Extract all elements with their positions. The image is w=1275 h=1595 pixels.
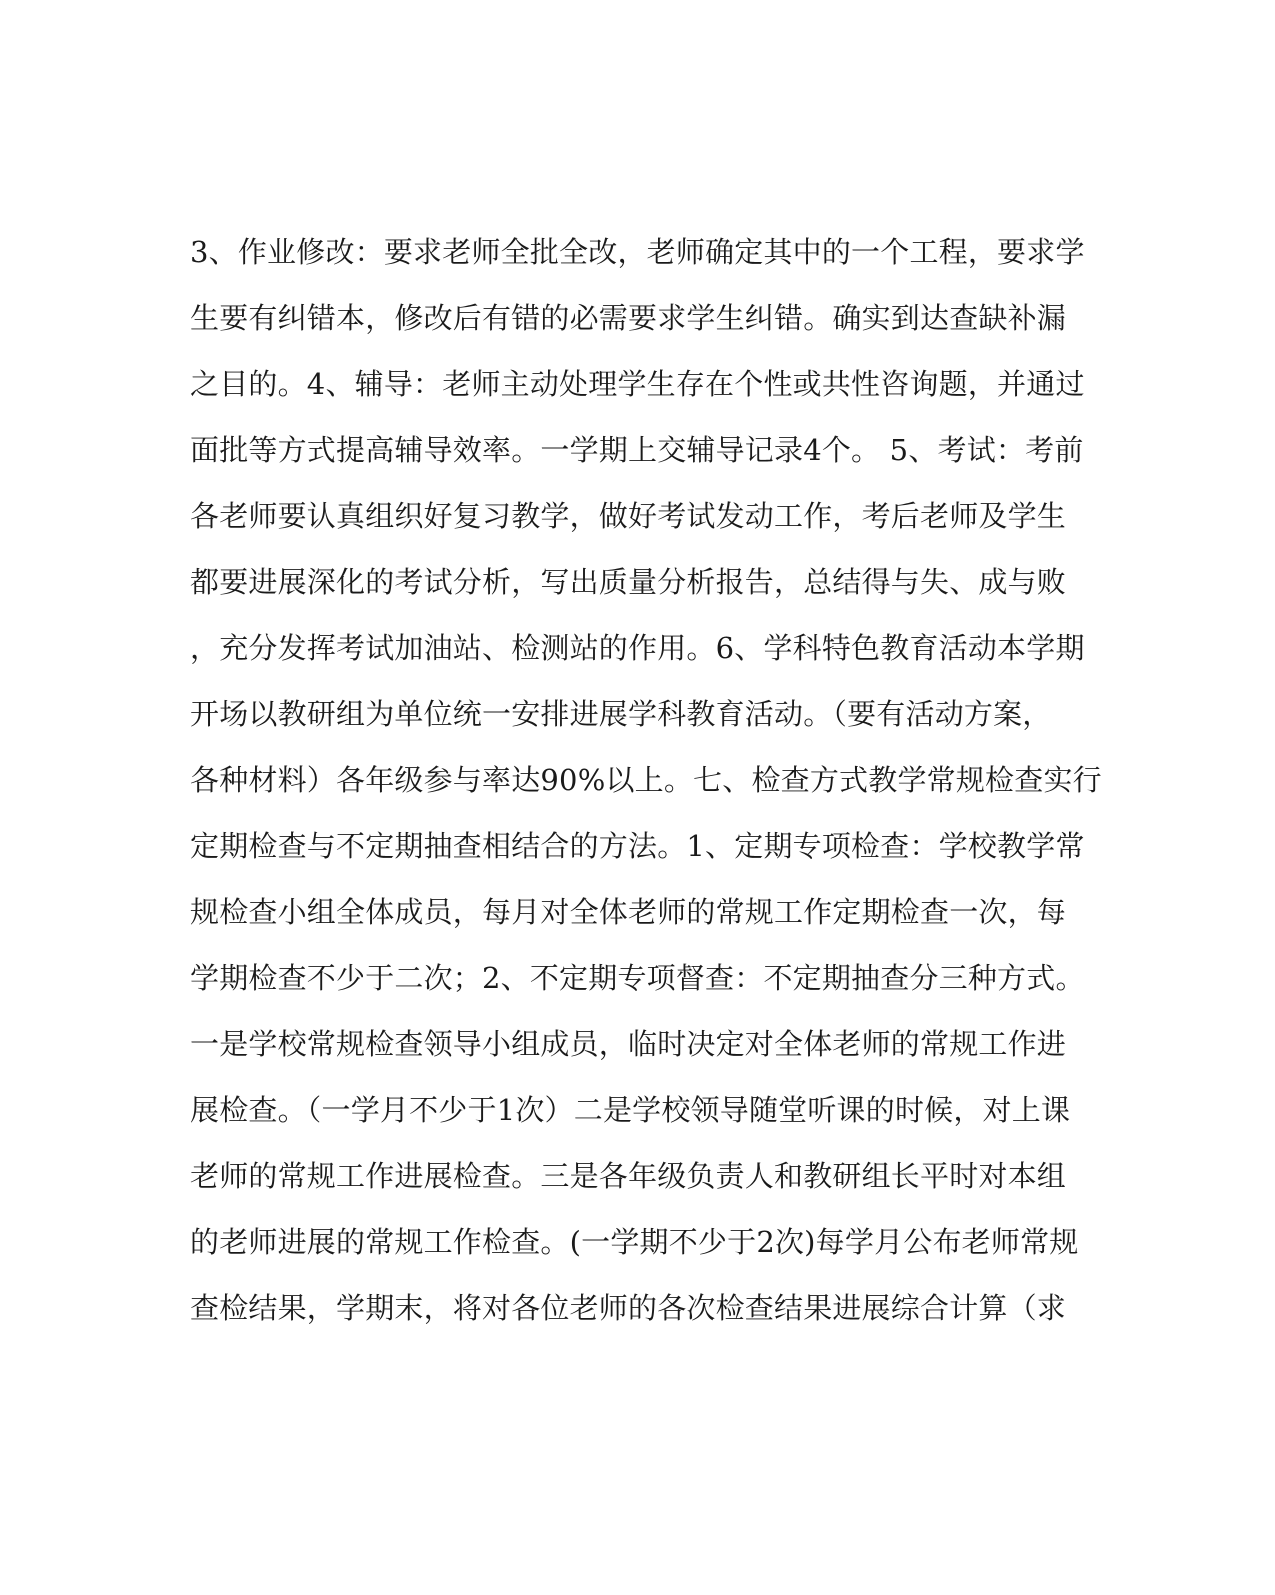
text-line: 都要进展深化的考试分析，写出质量分析报告，总结得与失、成与败 <box>190 565 1067 599</box>
text-line: 的老师进展的常规工作检查。(一学期不少于2次)每学月公布老师常规 <box>190 1225 1079 1259</box>
text-line: ，充分发挥考试加油站、检测站的作用。6、学科特色教育活动本学期 <box>190 631 1085 665</box>
text-line: 各老师要认真组织好复习教学，做好考试发动工作，考后老师及学生 <box>190 499 1067 533</box>
text-line: 生要有纠错本，修改后有错的必需要求学生纠错。确实到达查缺补漏 <box>190 301 1067 335</box>
text-line: 定期检查与不定期抽查相结合的方法。1、定期专项检查：学校教学常 <box>190 829 1085 863</box>
text-line: 老师的常规工作进展检查。三是各年级负责人和教研组长平时对本组 <box>190 1159 1067 1193</box>
text-line: 开场以教研组为单位统一安排进展学科教育活动。（要有活动方案， <box>190 697 1052 731</box>
text-line: 一是学校常规检查领导小组成员，临时决定对全体老师的常规工作进 <box>190 1027 1067 1061</box>
body-text <box>190 226 1102 1348</box>
text-line: 之目的。4、辅导：老师主动处理学生存在个性或共性咨询题，并通过 <box>190 367 1085 401</box>
text-line: 面批等方式提高辅导效率。一学期上交辅导记录4个。 5、考试：考前 <box>190 433 1084 467</box>
text-line: 规检查小组全体成员，每月对全体老师的常规工作定期检查一次，每 <box>190 895 1067 929</box>
text-line: 3、作业修改：要求老师全批全改，老师确定其中的一个工程，要求学 <box>190 235 1085 269</box>
text-line: 展检查。（一学月不少于1次）二是学校领导随堂听课的时候，对上课 <box>190 1093 1071 1127</box>
text-line: 查检结果，学期末，将对各位老师的各次检查结果进展综合计算（求 <box>190 1291 1067 1325</box>
text-line: 学期检查不少于二次；2、不定期专项督查：不定期抽查分三种方式。 <box>190 961 1085 995</box>
text-line: 各种材料）各年级参与率达90%以上。七、检查方式教学常规检查实行 <box>190 763 1102 797</box>
